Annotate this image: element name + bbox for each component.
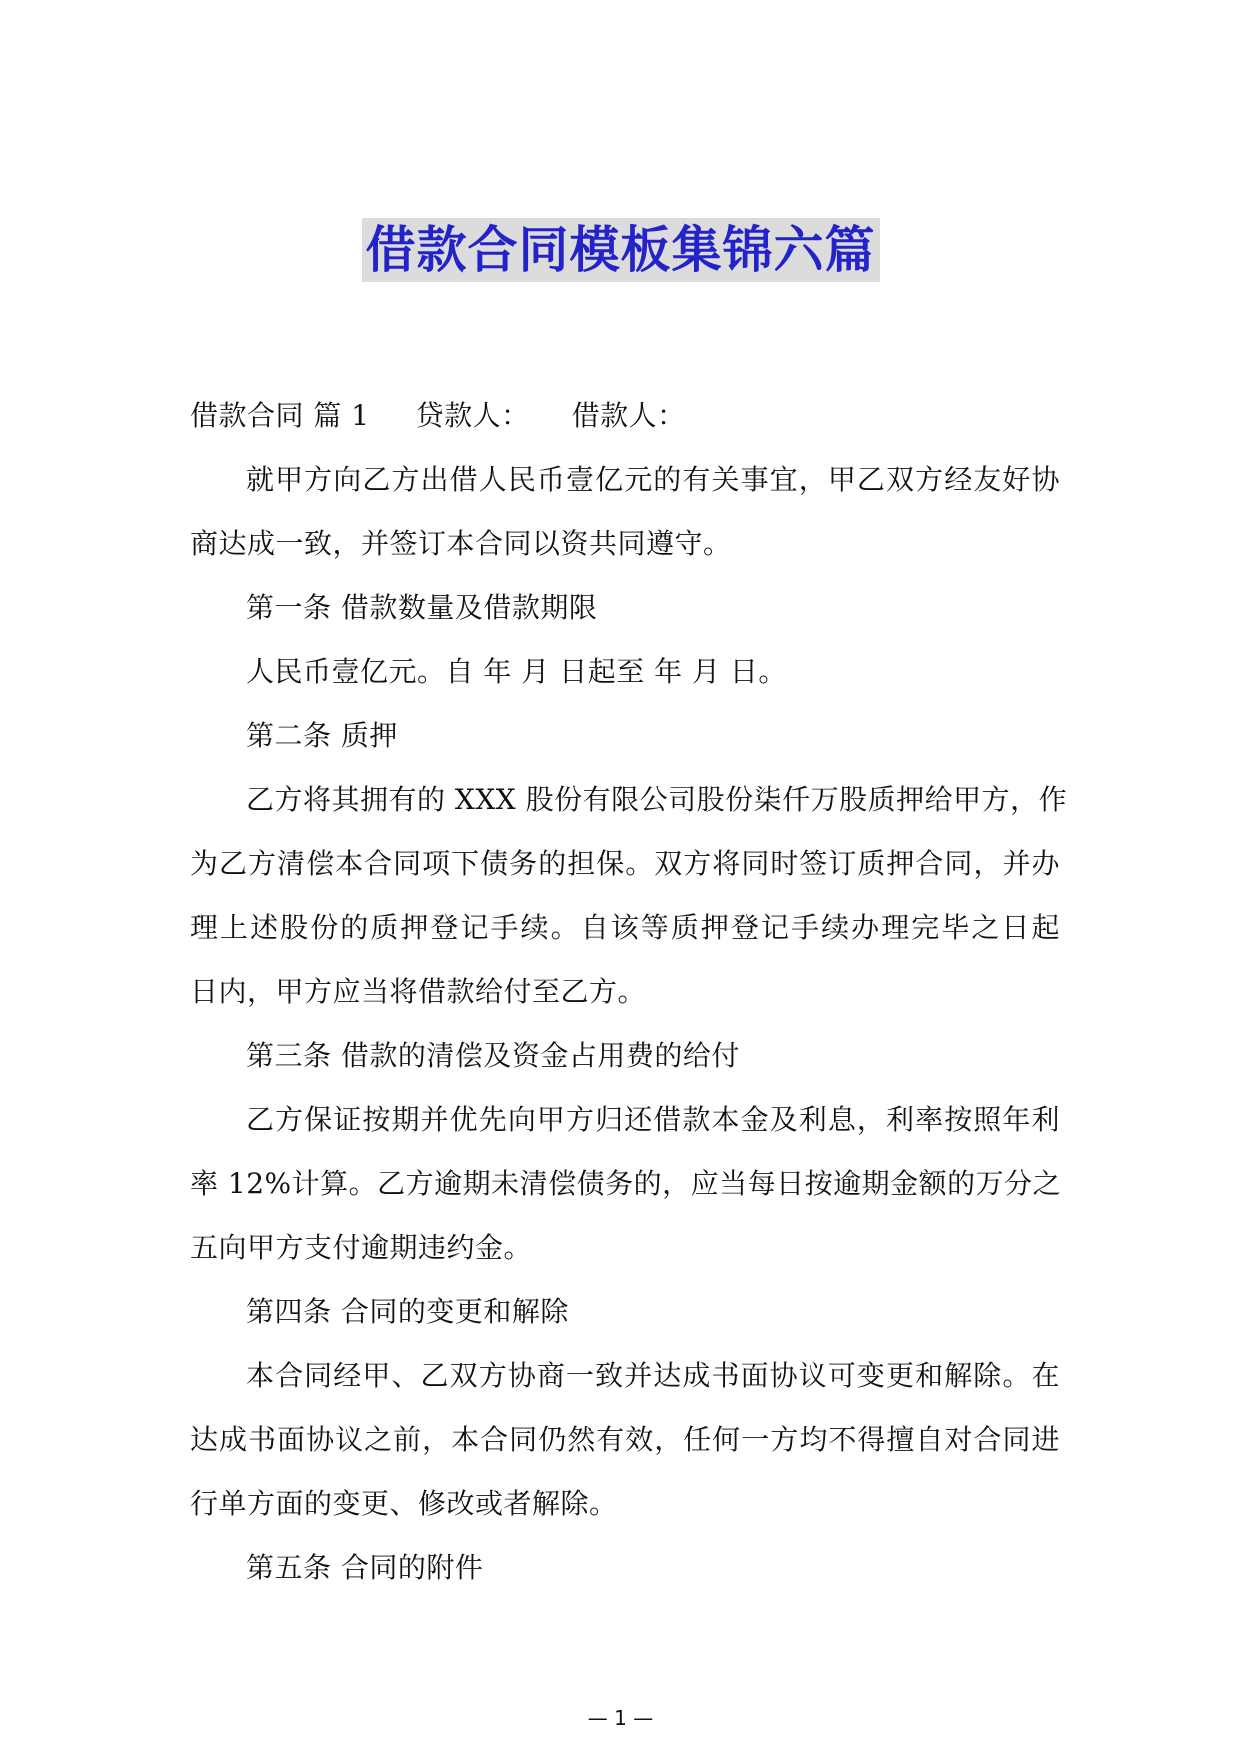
text-line: 第二条 质押 [246, 719, 398, 752]
contract-header-line [190, 384, 1060, 448]
borrower-label: 借款人： [571, 399, 686, 432]
text-line: 五向甲方支付逾期违约金。 [190, 1231, 533, 1264]
lender-label: 贷款人： [415, 399, 530, 432]
text-line: 第一条 借款数量及借款期限 [246, 591, 598, 624]
text-line: 乙方将其拥有的 XXX 股份有限公司股份柒仟万股质押给甲方，作 [246, 783, 1068, 816]
text-line: 率 12%计算。乙方逾期未清偿债务的，应当每日按逾期金额的万分之 [190, 1167, 1062, 1200]
contract-label: 借款合同 篇 1 [190, 399, 370, 432]
text-line: 就甲方向乙方出借人民币壹亿元的有关事宜，甲乙双方经友好协 [246, 463, 1060, 496]
document-title: 借款合同模板集锦六篇 [362, 218, 880, 282]
text-line: 日内，甲方应当将借款给付至乙方。 [190, 975, 647, 1008]
text-line: 乙方保证按期并优先向甲方归还借款本金及利息，利率按照年利 [246, 1103, 1060, 1136]
text-line: 行单方面的变更、修改或者解除。 [190, 1487, 618, 1520]
text-line: 第三条 借款的清偿及资金占用费的给付 [246, 1039, 740, 1072]
text-line: 本合同经甲、乙双方协商一致并达成书面协议可变更和解除。在 [246, 1359, 1060, 1392]
text-line: 理上述股份的质押登记手续。自该等质押登记手续办理完毕之日起 [190, 911, 1060, 944]
text-line: 商达成一致，并签订本合同以资共同遵守。 [190, 527, 732, 560]
paragraph-lines [190, 448, 1068, 1600]
text-line: 为乙方清偿本合同项下债务的担保。双方将同时签订质押合同，并办 [190, 847, 1060, 880]
text-line: 人民币壹亿元。自 年 月 日起至 年 月 日。 [246, 655, 787, 688]
text-line: 达成书面协议之前，本合同仍然有效，任何一方均不得擅自对合同进 [190, 1423, 1060, 1456]
title-container [0, 218, 1241, 282]
page-number: — 1 — [587, 1706, 654, 1730]
text-line: 第四条 合同的变更和解除 [246, 1295, 569, 1328]
text-line: 第五条 合同的附件 [246, 1551, 484, 1584]
document-body [190, 384, 1068, 1600]
